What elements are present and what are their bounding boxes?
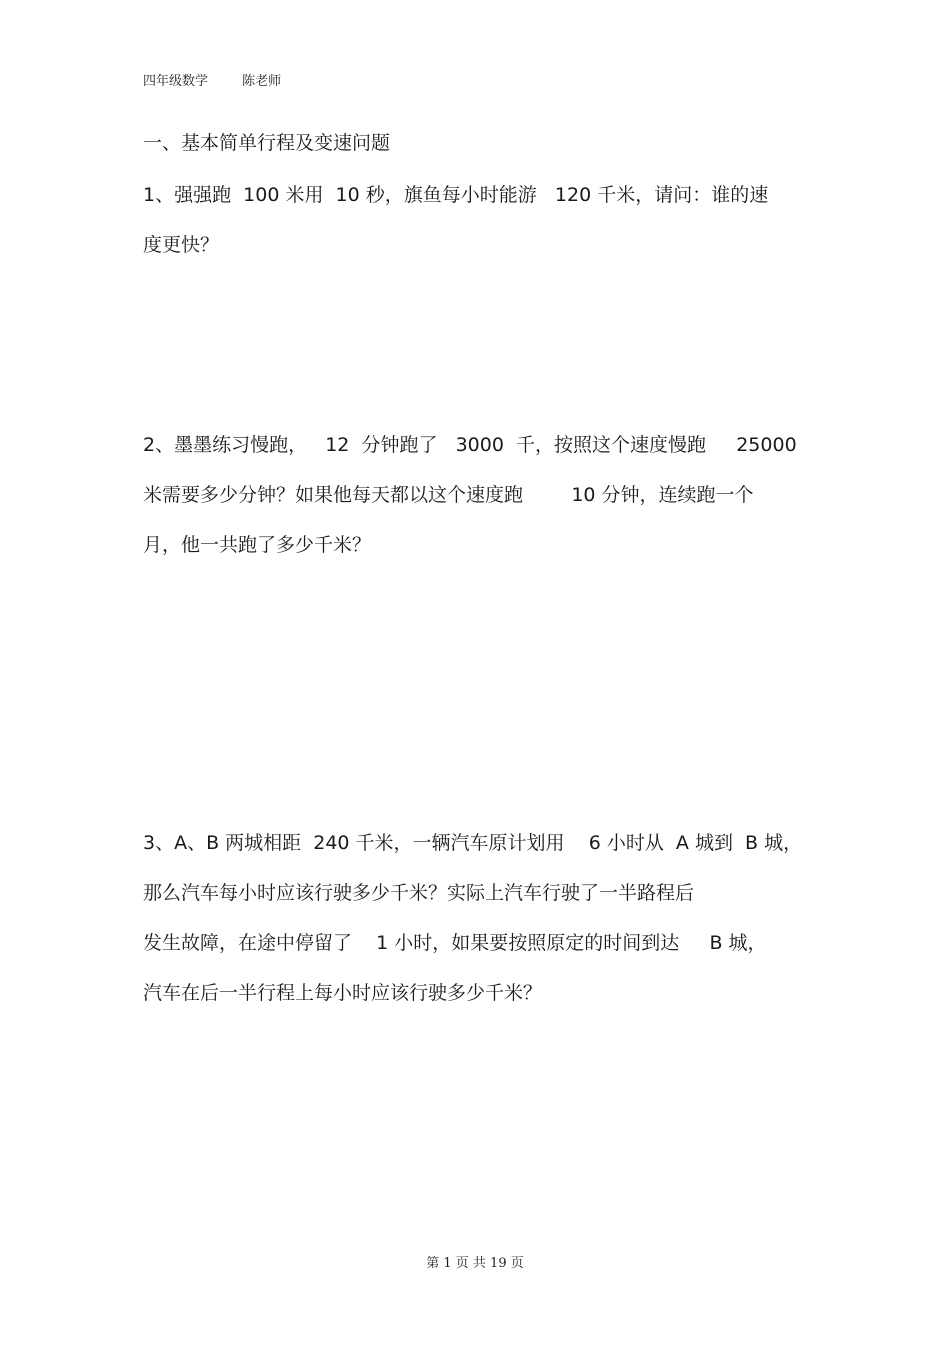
problem-line: 2、墨墨练习慢跑， 12 分钟跑了 3000 千，按照这个速度慢跑 25000 xyxy=(143,434,797,456)
page-header xyxy=(143,70,281,89)
problem-line: 3、A、B 两城相距 240 千米，一辆汽车原计划用 6 小时从 A 城到 B 城， xyxy=(143,832,803,854)
header-teacher: 陈老师 xyxy=(242,74,282,89)
problem-line: 发生故障，在途中停留了 1 小时，如果要按照原定的时间到达 B 城， xyxy=(143,932,767,954)
page-footer: 第 1 页 共 19 页 xyxy=(426,1256,524,1271)
problem-line: 米需要多少分钟？如果他每天都以这个速度跑 10 分钟，连续跑一个 xyxy=(143,484,754,506)
section-title: 一、基本简单行程及变速问题 xyxy=(143,132,391,154)
problem-line: 那么汽车每小时应该行驶多少千米？实际上汽车行驶了一半路程后 xyxy=(143,882,695,904)
problem-line: 月，他一共跑了多少千米？ xyxy=(143,534,372,556)
problem-line: 汽车在后一半行程上每小时应该行驶多少千米？ xyxy=(143,982,543,1004)
problem-line: 1、强强跑 100 米用 10 秒，旗鱼每小时能游 120 千米，请问：谁的速 xyxy=(143,184,769,206)
problem-line: 度更快？ xyxy=(143,234,220,256)
header-subject: 四年级数学 xyxy=(143,74,209,89)
